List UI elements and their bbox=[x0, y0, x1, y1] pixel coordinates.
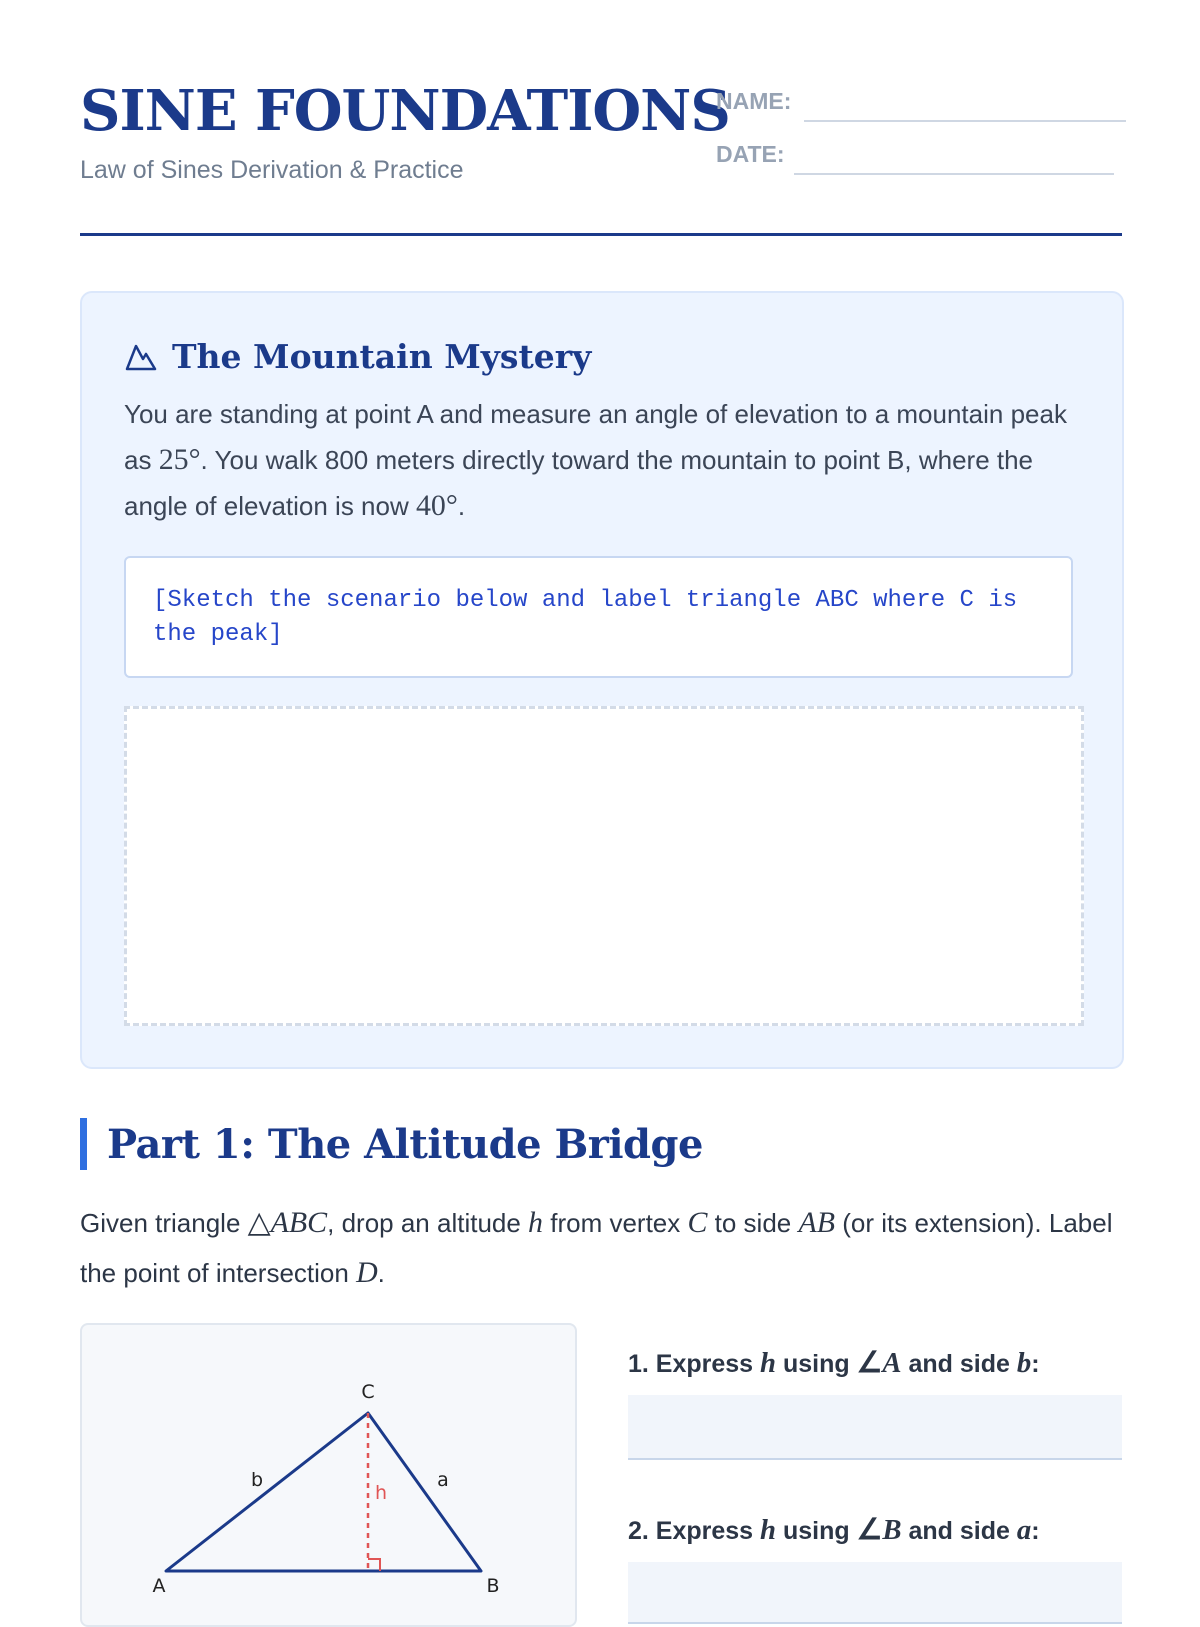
triangle-name: ABC bbox=[270, 1206, 328, 1239]
right-angle-mark bbox=[368, 1559, 380, 1571]
part1-title: Part 1: The Altitude Bridge bbox=[107, 1121, 703, 1168]
answer-field-1[interactable] bbox=[628, 1395, 1122, 1460]
intro-text-1: Given triangle bbox=[80, 1208, 248, 1238]
date-blank-line[interactable] bbox=[794, 173, 1114, 175]
answer-field-2[interactable] bbox=[628, 1562, 1122, 1624]
label-vertex-c: C bbox=[361, 1381, 375, 1403]
q2-var-h: h bbox=[760, 1514, 777, 1546]
intro-text-6: . bbox=[377, 1258, 385, 1288]
triangle-symbol: △ bbox=[247, 1206, 271, 1239]
q2-mid: using bbox=[776, 1517, 857, 1545]
label-altitude-h: h bbox=[374, 1482, 388, 1504]
question-1 bbox=[628, 1345, 1040, 1380]
mountain-mystery-card bbox=[80, 291, 1124, 1069]
sketch-prompt bbox=[124, 556, 1073, 678]
angle-25: 25° bbox=[158, 443, 201, 476]
q2-prefix: 2. Express bbox=[628, 1517, 761, 1545]
label-side-b: b bbox=[250, 1469, 264, 1491]
q2-angle-symbol: ∠ bbox=[856, 1514, 883, 1546]
worksheet-title: SINE FOUNDATIONS bbox=[80, 78, 730, 144]
intro-text-5: (or its extension). Label the point of intersection bbox=[80, 1208, 1113, 1288]
intro-text-4: to side bbox=[707, 1208, 799, 1238]
name-label: NAME: bbox=[716, 88, 792, 114]
q2-angle-var: B bbox=[882, 1514, 902, 1546]
q1-mid: using bbox=[776, 1350, 857, 1378]
angle-40: 40° bbox=[415, 489, 458, 522]
mountain-icon bbox=[124, 340, 158, 374]
date-label: DATE: bbox=[716, 141, 785, 167]
part-accent-bar bbox=[80, 1118, 87, 1170]
header-divider bbox=[80, 233, 1122, 236]
q1-side: b bbox=[1016, 1347, 1032, 1379]
worksheet-subtitle: Law of Sines Derivation & Practice bbox=[80, 156, 464, 184]
q1-and: and side bbox=[901, 1350, 1017, 1378]
q2-side: a bbox=[1016, 1514, 1032, 1546]
mystery-description bbox=[124, 391, 1084, 529]
mystery-text-1: You are standing at point A and measure an angle of elevation to a mountain peak as bbox=[124, 399, 1067, 475]
intro-text-2: , drop an altitude bbox=[327, 1208, 529, 1238]
label-side-a: a bbox=[437, 1469, 449, 1491]
label-vertex-b: B bbox=[486, 1575, 500, 1597]
q1-var-h: h bbox=[760, 1347, 777, 1379]
triangle-figure bbox=[80, 1323, 577, 1627]
question-2 bbox=[628, 1512, 1040, 1547]
var-h: h bbox=[528, 1206, 543, 1239]
mystery-heading bbox=[124, 337, 591, 376]
var-ab: AB bbox=[798, 1206, 836, 1239]
mystery-title: The Mountain Mystery bbox=[172, 337, 592, 376]
mystery-text-3: . bbox=[457, 491, 466, 521]
sketch-prompt-text: [Sketch the scenario below and label triangle ABC where C is the peak] bbox=[153, 587, 1018, 648]
triangle-diagram bbox=[82, 1325, 575, 1625]
var-d: D bbox=[356, 1256, 378, 1289]
intro-text-3: from vertex bbox=[543, 1208, 688, 1238]
name-field bbox=[716, 88, 791, 115]
q1-prefix: 1. Express bbox=[628, 1350, 761, 1378]
q1-angle-symbol: ∠ bbox=[856, 1347, 883, 1379]
q2-end: : bbox=[1031, 1517, 1040, 1545]
label-vertex-a: A bbox=[152, 1575, 166, 1597]
sketch-area[interactable] bbox=[124, 706, 1084, 1026]
var-c: C bbox=[687, 1206, 708, 1239]
q1-end: : bbox=[1031, 1350, 1040, 1378]
part1-intro bbox=[80, 1198, 1140, 1298]
q1-angle-var: A bbox=[882, 1347, 902, 1379]
triangle-abc bbox=[166, 1413, 481, 1571]
q2-and: and side bbox=[901, 1517, 1017, 1545]
mystery-text-2: . You walk 800 meters directly toward the mountain to point B, where the angle of elevation is now bbox=[124, 445, 1034, 521]
date-field bbox=[716, 141, 785, 168]
name-blank-line[interactable] bbox=[804, 120, 1126, 122]
